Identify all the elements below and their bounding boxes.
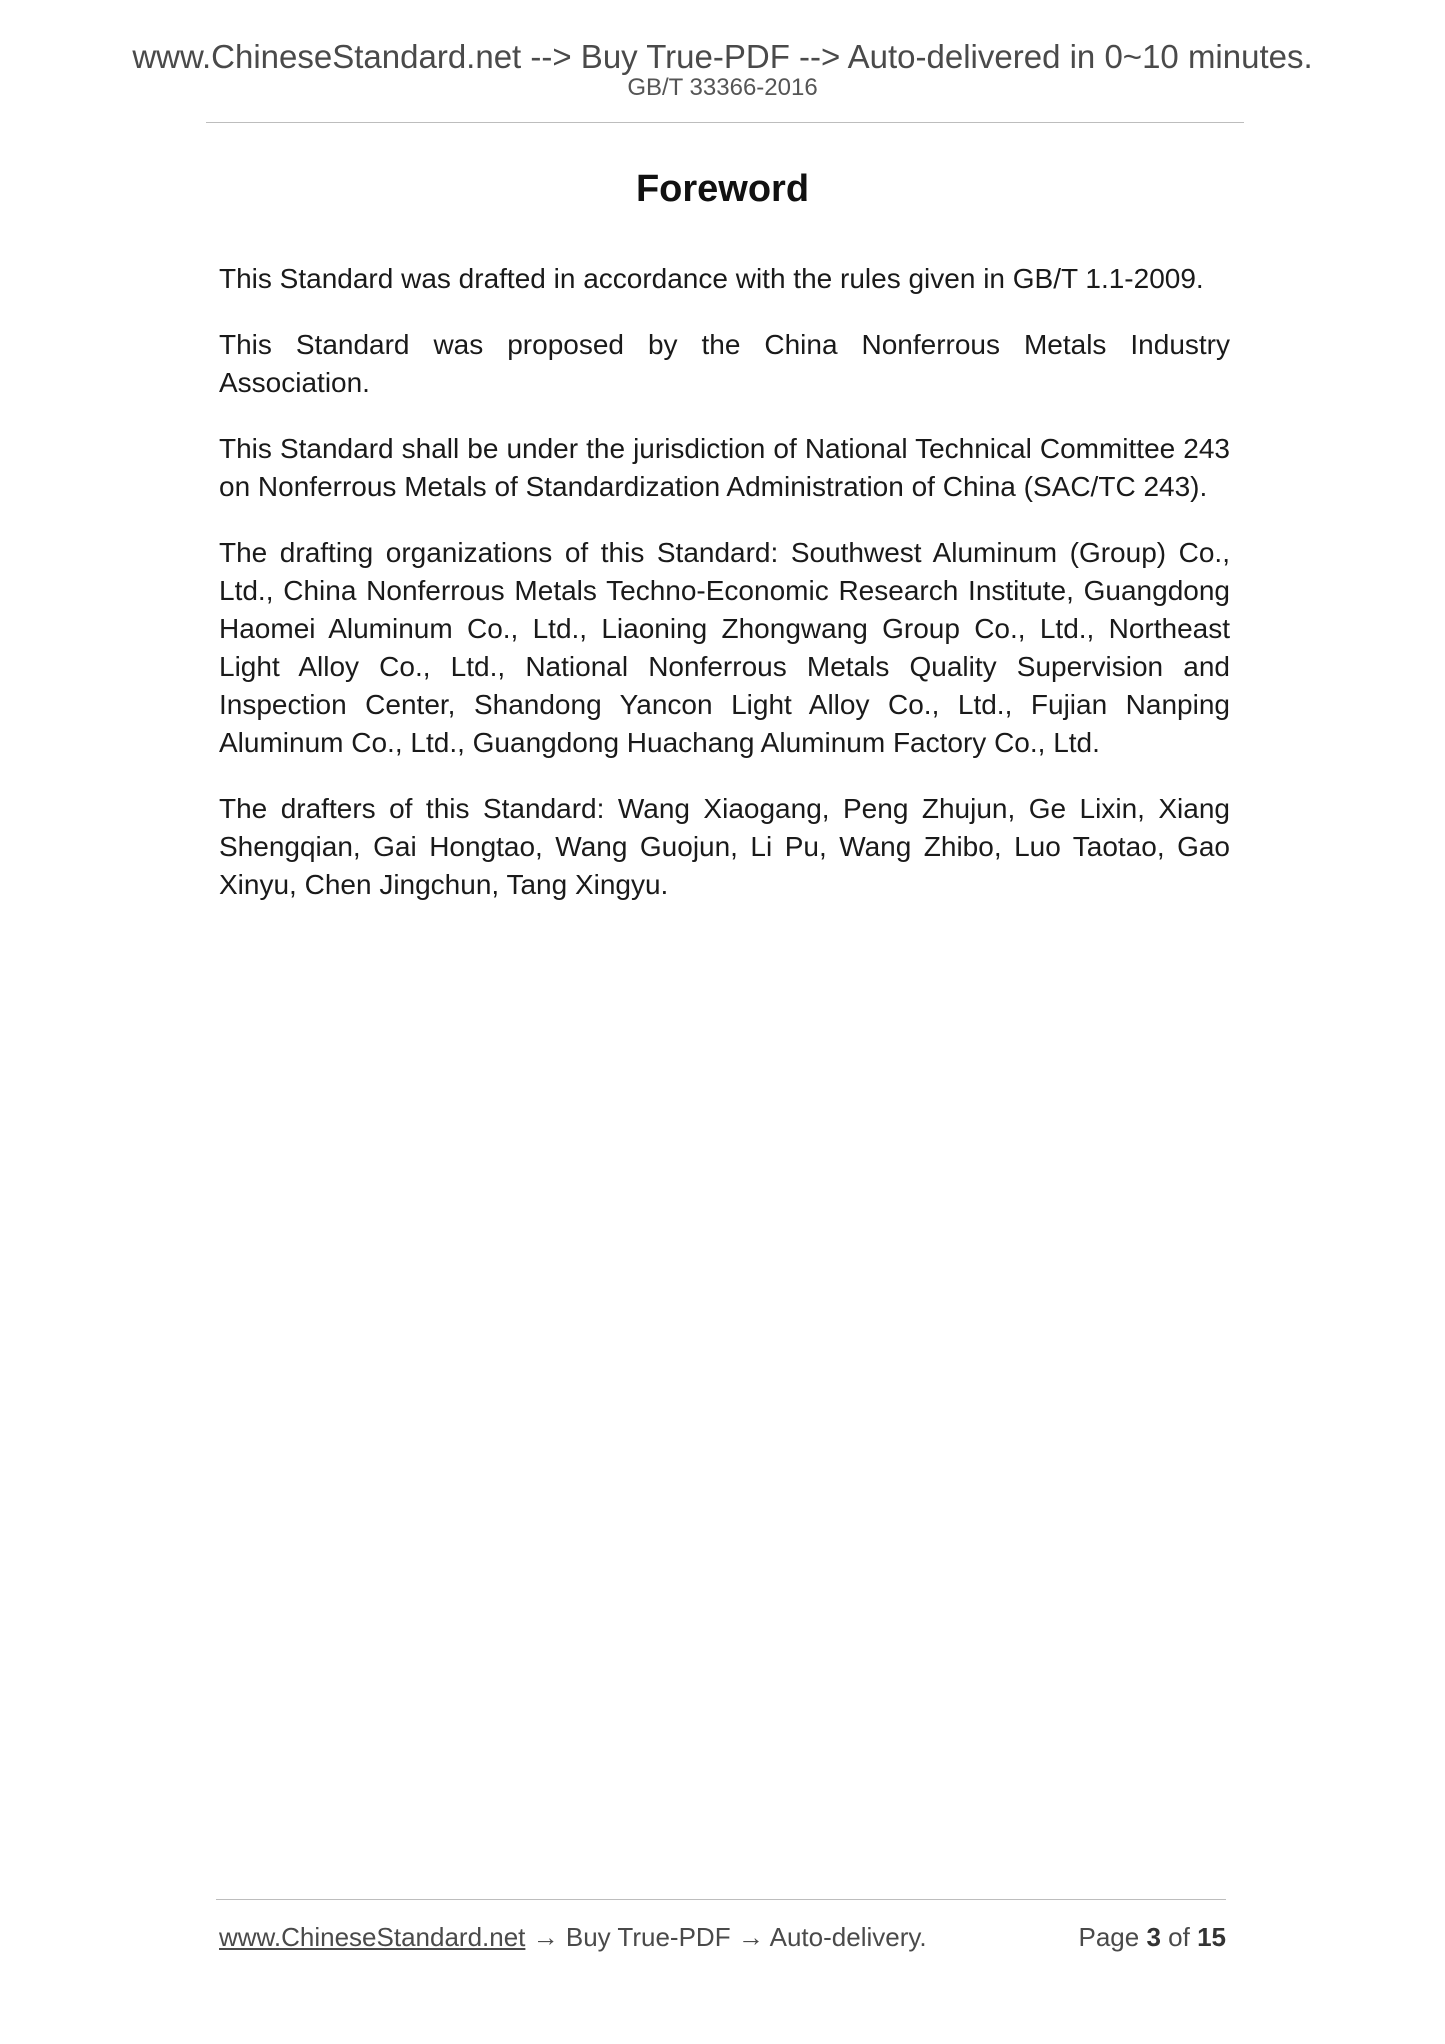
footer-site-link[interactable]: www.ChineseStandard.net (219, 1922, 526, 1952)
footer-delivery-text: Auto-delivery. (769, 1922, 927, 1952)
arrow-right-icon: → (737, 1922, 764, 1952)
footer-buy-text: Buy True-PDF (565, 1922, 731, 1952)
page-total: 15 (1197, 1922, 1226, 1952)
paragraph-drafting-rules: This Standard was drafted in accordance with the rules given in GB/T 1.1-2009. (219, 263, 1204, 294)
page-title: Foreword (635, 168, 810, 210)
page-label: Page (1078, 1922, 1140, 1952)
arrow-right-icon: → (532, 1922, 559, 1952)
paragraph-jurisdiction: This Standard shall be under the jurisdiction of National Technical Committee 243 on Nonferrous Metals of Standardization Administration of China (SAC/TC 243). (219, 433, 1230, 502)
foreword-body (219, 260, 1230, 932)
paragraph-proposed-by: This Standard was proposed by the China Nonferrous Metals Industry Association. (219, 329, 1230, 398)
footer-left (219, 1920, 927, 1954)
standard-code: GB/T 33366-2016 (627, 74, 818, 101)
paragraph-drafters: The drafters of this Standard: Wang Xiaogang, Peng Zhujun, Ge Lixin, Xiang Shengqian, Gai Hongtao, Wang Guojun, Li Pu, Wang Zhibo, Luo Taotao, Gao Xinyu, Chen Jingchun, Tang Xingyu. (219, 793, 1230, 900)
page-current: 3 (1146, 1922, 1161, 1952)
page-of-label: of (1168, 1922, 1190, 1952)
paragraph-drafting-organizations: The drafting organizations of this Standard: Southwest Aluminum (Group) Co., Ltd., China Nonferrous Metals Techno-Economic Research Institute, Guangdong Haomei Aluminum Co., Ltd., Liaoning Zhongwang Group Co., Ltd., Northeast Light Alloy Co., Ltd., National Nonferrous Metals Quality Supervision and Inspection Center, Shandong Yancon Light Alloy Co., Ltd., Fujian Nanping Aluminum Co., Ltd., Guangdong Huachang Aluminum Factory Co., Ltd. (219, 537, 1230, 758)
site-banner: www.ChineseStandard.net --> Buy True-PDF --> Auto-delivered in 0~10 minutes. (132, 38, 1313, 75)
header-divider (206, 122, 1244, 123)
footer-divider (216, 1899, 1226, 1900)
page-indicator (1078, 1920, 1226, 1954)
